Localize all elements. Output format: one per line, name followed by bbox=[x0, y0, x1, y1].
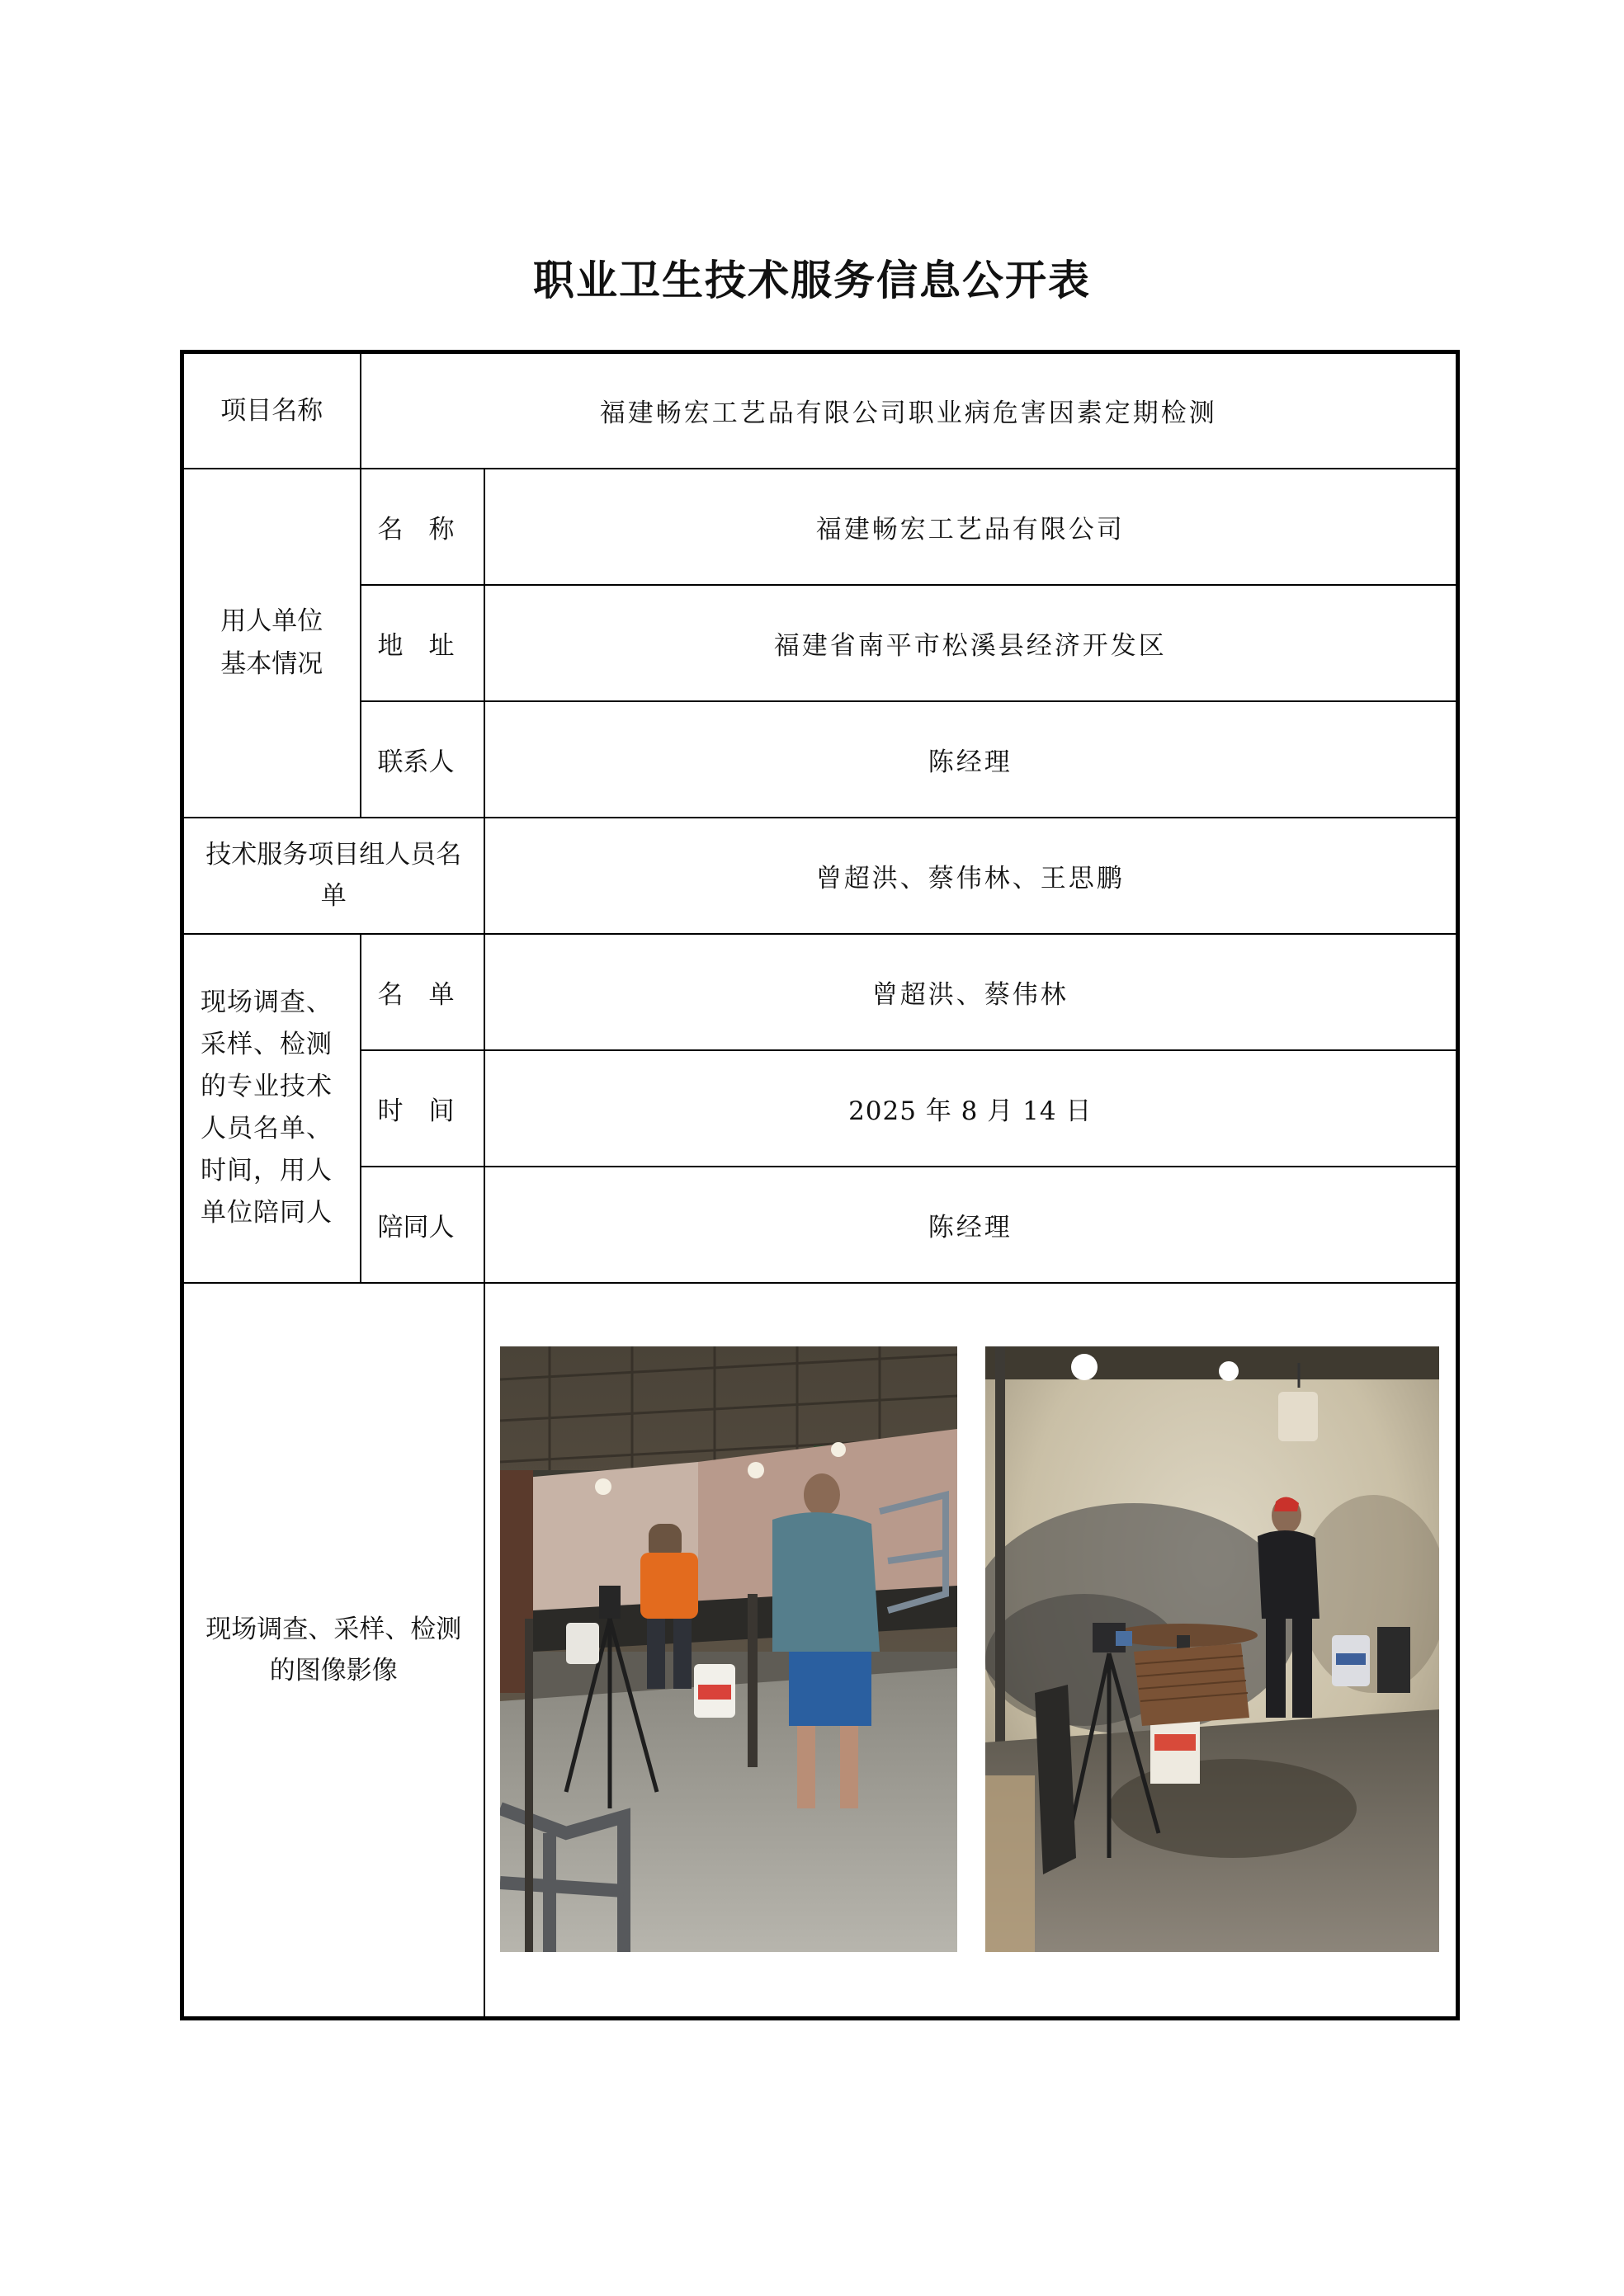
site-photo-2 bbox=[985, 1346, 1439, 1952]
field-list-row bbox=[182, 934, 1458, 1050]
info-table bbox=[180, 350, 1460, 2020]
employer-label bbox=[182, 469, 361, 818]
site-photo-2-image bbox=[985, 1346, 1439, 1952]
field-time-row bbox=[182, 1050, 1458, 1167]
employer-address-value: 福建省南平市松溪县经济开发区 bbox=[484, 585, 1458, 701]
team-row bbox=[182, 818, 1458, 934]
field-time-value: 2025 年 8 月 14 日 bbox=[484, 1050, 1458, 1167]
employer-address-label: 地 址 bbox=[361, 585, 484, 701]
team-label bbox=[182, 818, 484, 934]
field-time-label: 时 间 bbox=[361, 1050, 484, 1167]
employer-label-text: 用人单位基本情况 bbox=[220, 606, 323, 679]
employer-name-label: 名 称 bbox=[361, 469, 484, 585]
images-cell bbox=[484, 1283, 1458, 2019]
site-photo-1-image bbox=[500, 1346, 957, 1952]
images-row bbox=[182, 1283, 1458, 2019]
team-value: 曾超洪、蔡伟林、王思鹏 bbox=[484, 818, 1458, 934]
field-list-label: 名 单 bbox=[361, 934, 484, 1050]
employer-address-row bbox=[182, 585, 1458, 701]
project-label: 项目名称 bbox=[182, 352, 361, 469]
employer-contact-row bbox=[182, 701, 1458, 818]
images-label-text: 现场调查、采样、检测的图像影像 bbox=[205, 1614, 462, 1685]
project-row bbox=[182, 352, 1458, 469]
project-value: 福建畅宏工艺品有限公司职业病危害因素定期检测 bbox=[361, 352, 1458, 469]
page-title: 职业卫生技术服务信息公开表 bbox=[533, 257, 1091, 304]
employer-name-row bbox=[182, 469, 1458, 585]
field-escort-value: 陈经理 bbox=[484, 1167, 1458, 1283]
employer-contact-label: 联系人 bbox=[361, 701, 484, 818]
field-list-value: 曾超洪、蔡伟林 bbox=[484, 934, 1458, 1050]
field-escort-label: 陪同人 bbox=[361, 1167, 484, 1283]
field-escort-row bbox=[182, 1167, 1458, 1283]
field-label: 现场调查、采样、检测的专业技术人员名单、时间，用人单位陪同人 bbox=[182, 934, 361, 1283]
images-label bbox=[182, 1283, 484, 2019]
employer-name-value: 福建畅宏工艺品有限公司 bbox=[484, 469, 1458, 585]
site-photo-1 bbox=[500, 1346, 957, 1952]
employer-contact-value: 陈经理 bbox=[484, 701, 1458, 818]
team-label-text: 技术服务项目组人员名单 bbox=[205, 840, 462, 911]
